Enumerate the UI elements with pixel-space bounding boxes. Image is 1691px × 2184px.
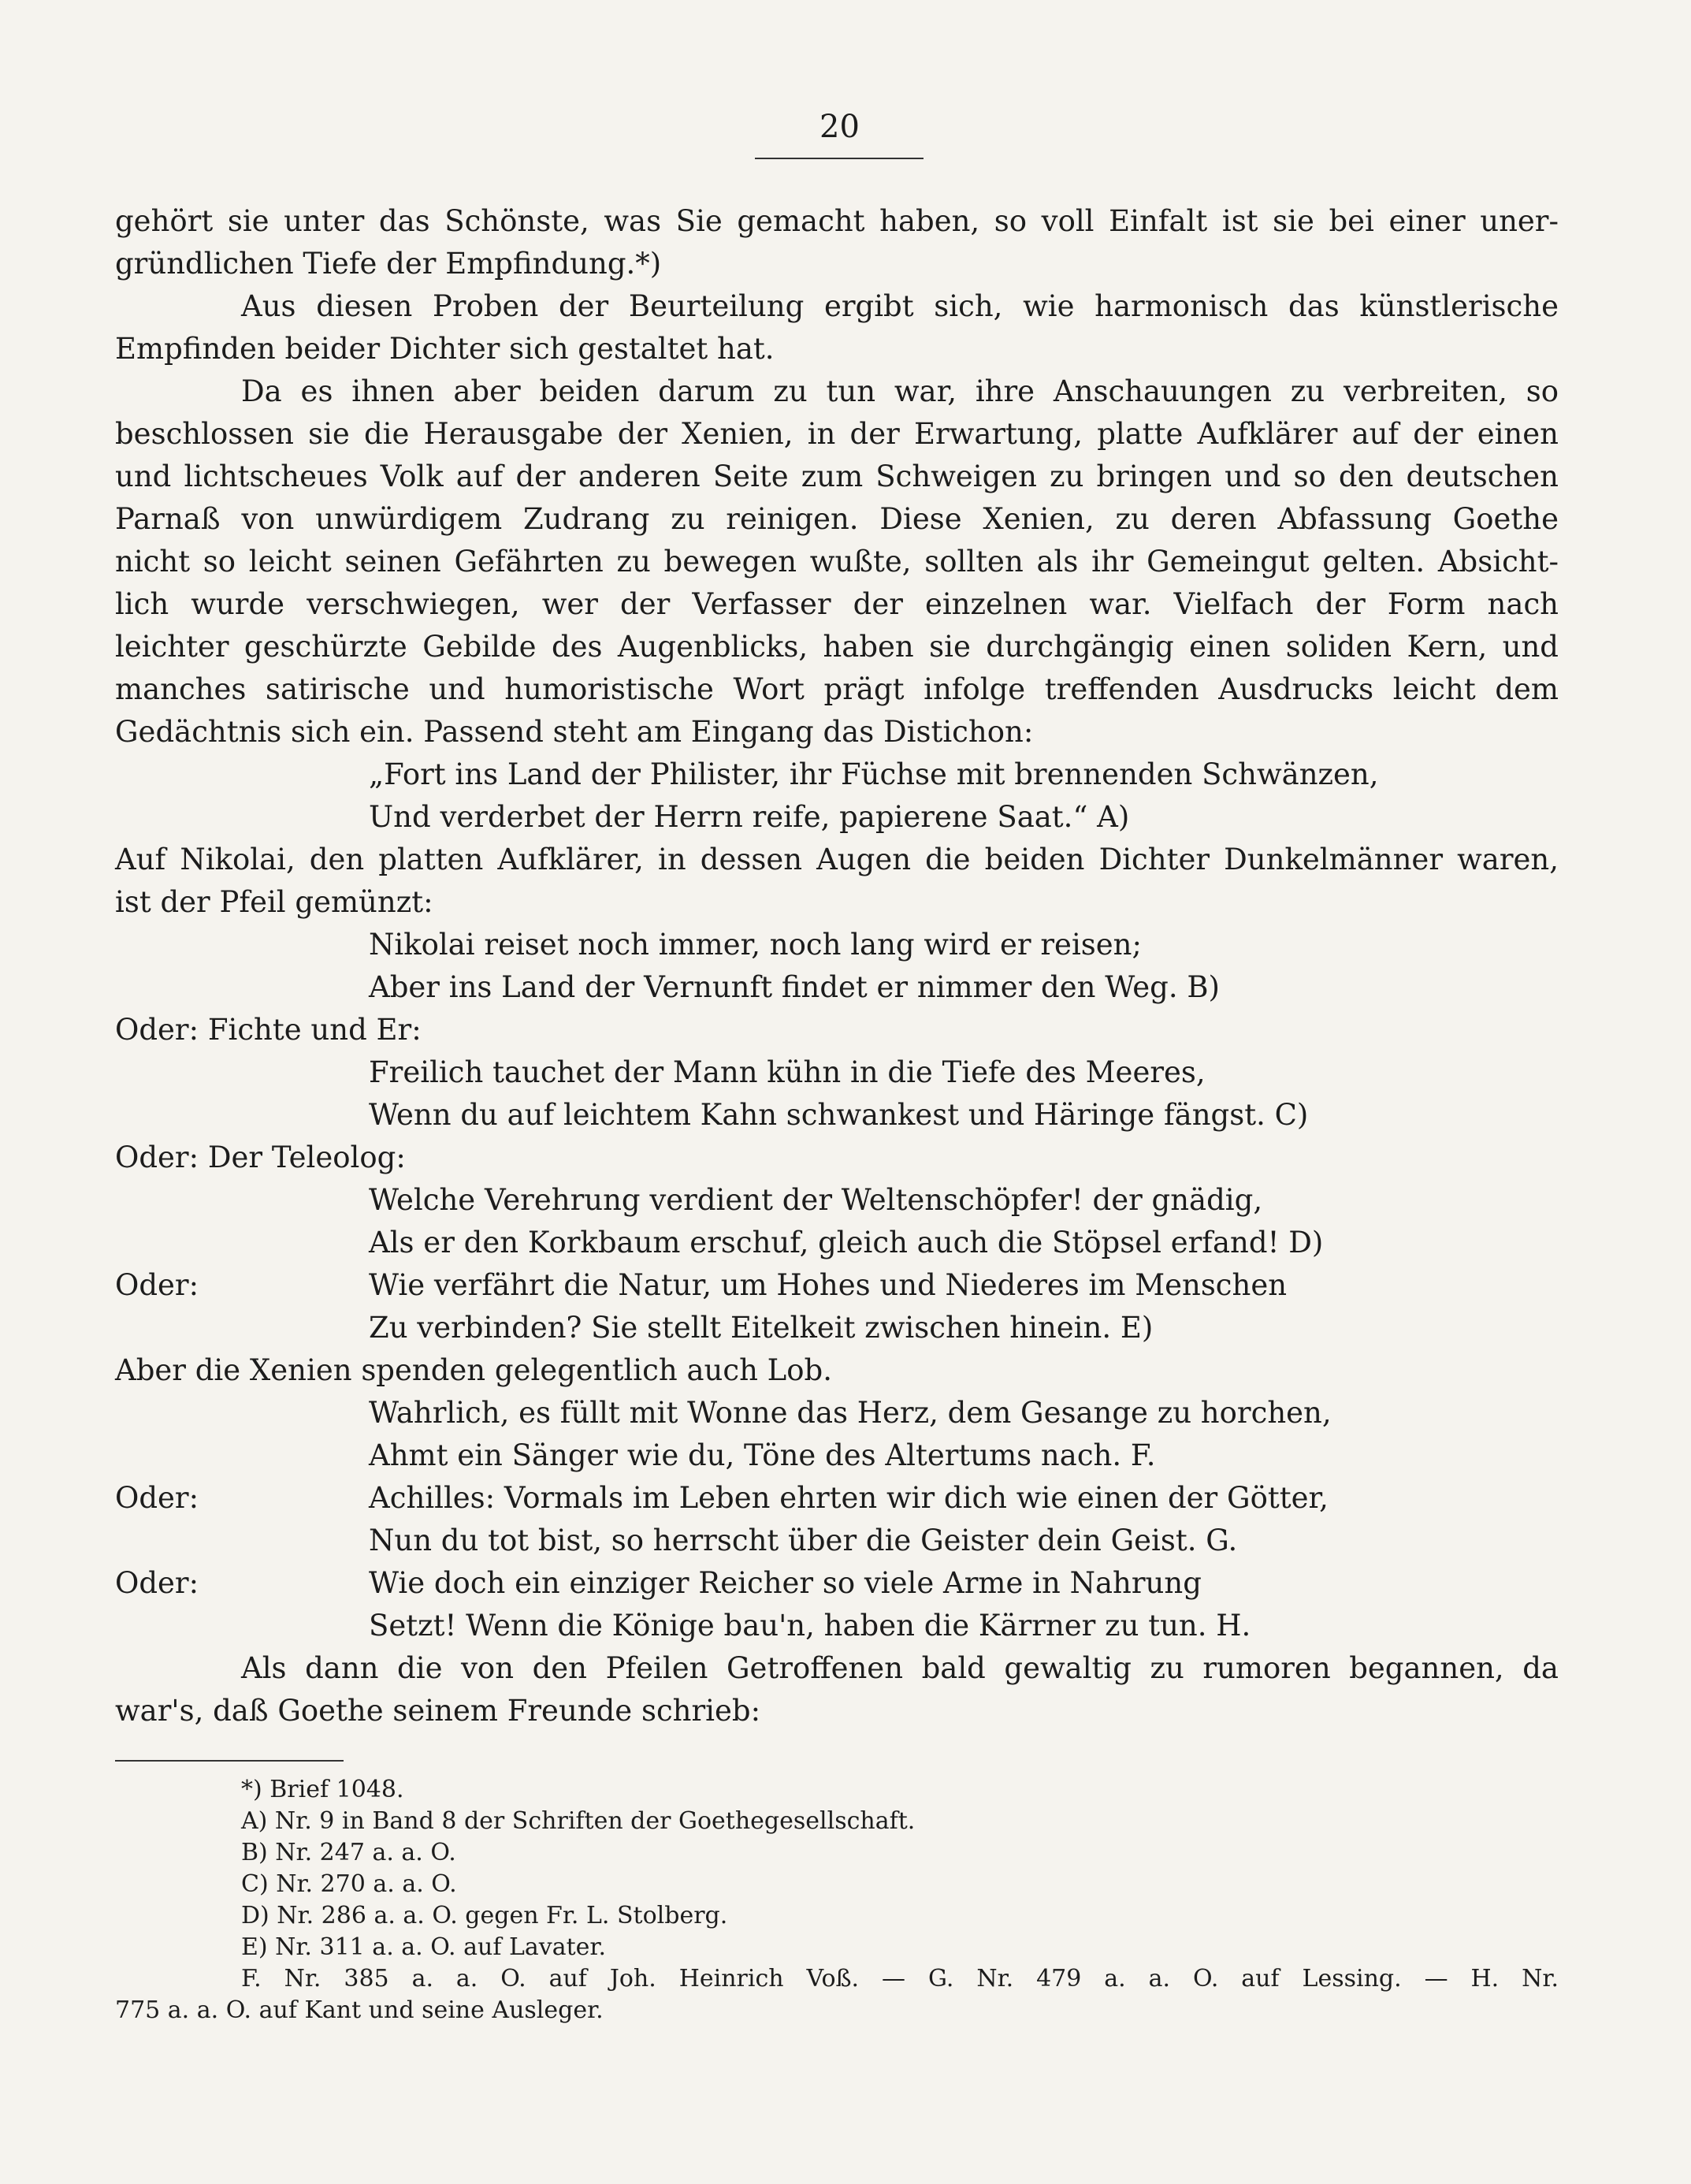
verse-line: Freilich tauchet der Mann kühn in die Tiefe des Meeres,	[369, 1055, 1206, 1089]
text-line: Als dann die von den Pfeilen Getroffenen bald gewaltig zu rumoren begannen, da	[241, 1651, 1559, 1685]
text-line: nicht so leicht seinen Gefährten zu bewegen wußte, sollten als ihr Gemeingut gelten. Absicht-	[115, 545, 1559, 579]
verse-line: Achilles: Vormals im Leben ehrten wir dich wie einen der Götter,	[369, 1481, 1329, 1515]
footnote: F. Nr. 385 a. a. O. auf Joh. Heinrich Voß. — G. Nr. 479 a. a. O. auf Lessing. — H. Nr.	[241, 1965, 1559, 1992]
verse-line: Wie verfährt die Natur, um Hohes und Niederes im Menschen	[369, 1268, 1288, 1302]
text-line: gründlichen Tiefe der Empfindung.*)	[115, 247, 662, 281]
verse-line: „Fort ins Land der Philister, ihr Füchse mit brennenden Schwänzen,	[369, 757, 1379, 791]
footnote: A) Nr. 9 in Band 8 der Schriften der Goethegesellschaft.	[241, 1807, 916, 1835]
text-line: gehört sie unter das Schönste, was Sie gemacht haben, so voll Einfalt ist sie bei einer uner-	[115, 204, 1559, 238]
verse-line: Und verderbet der Herrn reife, papierene Saat.“ A)	[369, 800, 1130, 834]
verse-label: Oder: Der Teleolog:	[115, 1140, 406, 1174]
footnote: E) Nr. 311 a. a. O. auf Lavater.	[241, 1933, 607, 1961]
verse-line: Aber ins Land der Vernunft findet er nimmer den Weg. B)	[369, 970, 1220, 1004]
verse-line: Welche Verehrung verdient der Weltenschöpfer! der gnädig,	[369, 1183, 1263, 1217]
verse-label: Oder: Fichte und Er:	[115, 1013, 422, 1047]
footnote: C) Nr. 270 a. a. O.	[241, 1870, 457, 1898]
verse-line: Setzt! Wenn die Könige bau'n, haben die Kärrner zu tun. H.	[369, 1609, 1251, 1643]
verse-line: Ahmt ein Sänger wie du, Töne des Altertums nach. F.	[369, 1438, 1156, 1472]
text-line: Gedächtnis sich ein. Passend steht am Eingang das Distichon:	[115, 715, 1034, 749]
text-line: war's, daß Goethe seinem Freunde schrieb:	[115, 1694, 761, 1728]
footnote: 775 a. a. O. auf Kant und seine Ausleger.	[115, 1996, 604, 2024]
verse-label: Oder:	[115, 1566, 199, 1600]
text-line: ist der Pfeil gemünzt:	[115, 885, 433, 919]
verse-label: Oder:	[115, 1268, 199, 1302]
text-line: Aus diesen Proben der Beurteilung ergibt sich, wie harmonisch das künstlerische	[241, 289, 1559, 323]
verse-line: Zu verbinden? Sie stellt Eitelkeit zwischen hinein. E)	[369, 1311, 1154, 1345]
verse-line: Wie doch ein einziger Reicher so viele Arme in Nahrung	[369, 1566, 1202, 1600]
text-line: Empfinden beider Dichter sich gestaltet hat.	[115, 332, 775, 366]
text-line: Da es ihnen aber beiden darum zu tun war, ihre Anschauungen zu verbreiten, so	[241, 374, 1559, 408]
text-line: lich wurde verschwiegen, wer der Verfasser der einzelnen war. Vielfach der Form nach	[115, 587, 1559, 621]
verse-line: Nun du tot bist, so herrscht über die Geister dein Geist. G.	[369, 1524, 1238, 1557]
footnote: *) Brief 1048.	[241, 1776, 404, 1803]
text-line: beschlossen sie die Herausgabe der Xenien, in der Erwartung, platte Aufklärer auf der einen	[115, 417, 1559, 451]
footnote: B) Nr. 247 a. a. O.	[241, 1839, 456, 1866]
text-line: und lichtscheues Volk auf der anderen Seite zum Schweigen zu bringen und so den deutschen	[115, 459, 1559, 493]
verse-line: Nikolai reiset noch immer, noch lang wird er reisen;	[369, 928, 1142, 962]
footnote-rule	[115, 1760, 344, 1762]
footnote: D) Nr. 286 a. a. O. gegen Fr. L. Stolberg.	[241, 1902, 728, 1929]
text-line: Aber die Xenien spenden gelegentlich auch Lob.	[115, 1353, 832, 1387]
text-line: Auf Nikolai, den platten Aufklärer, in dessen Augen die beiden Dichter Dunkelmänner waren,	[115, 843, 1559, 876]
text-line: leichter geschürzte Gebilde des Augenblicks, haben sie durchgängig einen soliden Kern, und	[115, 630, 1559, 664]
header-rule	[755, 158, 924, 159]
verse-label: Oder:	[115, 1481, 199, 1515]
text-line: manches satirische und humoristische Wort prägt infolge treffenden Ausdrucks leicht dem	[115, 672, 1559, 706]
verse-line: Wahrlich, es füllt mit Wonne das Herz, dem Gesange zu horchen,	[369, 1396, 1332, 1430]
verse-line: Als er den Korkbaum erschuf, gleich auch die Stöpsel erfand! D)	[369, 1226, 1324, 1259]
text-line: Parnaß von unwürdigem Zudrang zu reinigen. Diese Xenien, zu deren Abfassung Goethe	[115, 502, 1559, 536]
page-number: 20	[819, 109, 860, 145]
verse-line: Wenn du auf leichtem Kahn schwankest und Häringe fängst. C)	[369, 1098, 1309, 1132]
